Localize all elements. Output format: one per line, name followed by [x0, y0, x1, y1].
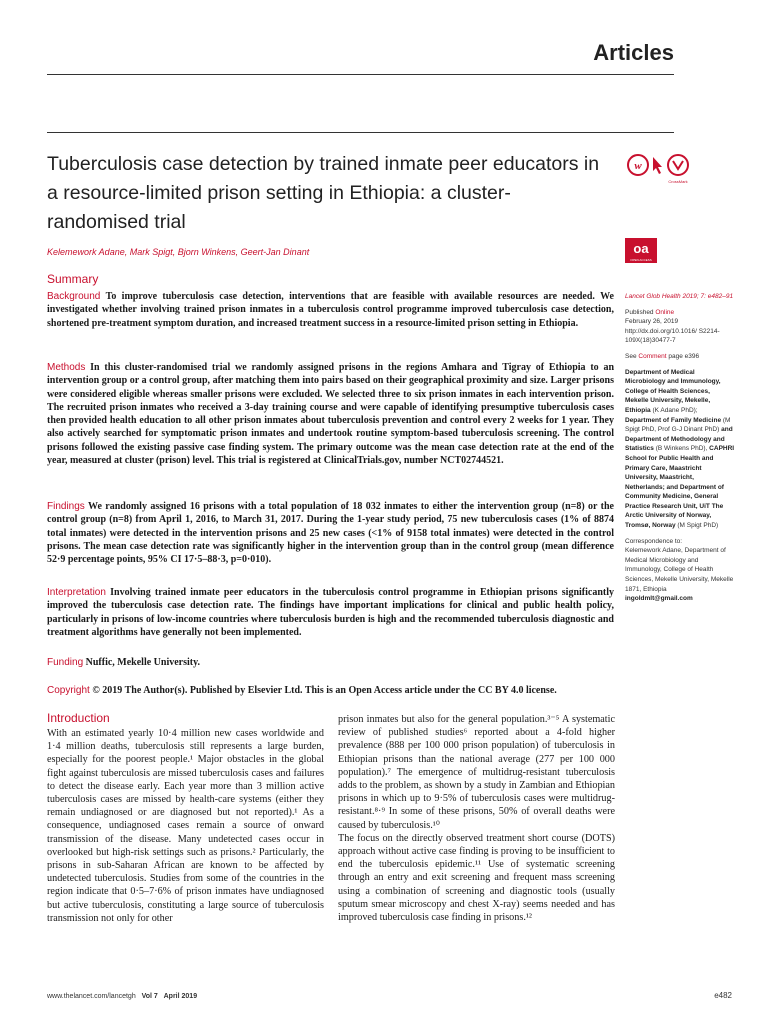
header-icons: [626, 152, 706, 188]
open-access-icon[interactable]: [628, 155, 648, 175]
publish-date: February 26, 2019: [625, 318, 679, 326]
affiliation-4: CAPHRI School for Public Health and Primary Care, Maastricht University, Maastricht, Netherlands; and Department of Community Medicine, General Practice Research Unit, UiT The Arctic University of Norway, Tromsø, Norway: [625, 445, 735, 530]
footer-date: April 2019: [163, 993, 198, 1000]
intro-column-2: prison inmates but also for the general population.³⁻⁵ A systematic review of published studies⁶ reported about a 4-fold higher prevalence (888 per 100 000 prison population) of tuberculosis in Ethiopian prisons than the national average (277 per 100 000 population).⁷ The emergence of multidrug-resistant tuberculosis adds to the problem, as shown by a study in Zambian and Ethiopian prisons in which up to 9·5% of tuberculosis cases were multidrug-resistant.⁸·⁹ In some of these prisons, 50% of overall deaths were caused by tuberculosis.¹⁰ The focus on the directly observed treatment short course (DOTS) approach without active case finding is proving to be insufficient to end the tuberculosis epidemic.¹¹ Use of systematic screening through an entry and exit screening and frequent mass screening using a combination of screening and diagnostic tools (usually sputum smear microscopy and chest X-ray) seems needed and has improved tuberculosis case finding in prisons.¹²: [338, 714, 615, 924]
title-rule: [47, 132, 674, 133]
findings-text: We randomly assigned 16 prisons with a total population of 18 032 inmates to either the intervention group (n=8) or the control group (n=8) from April 1, 2016, to March 31, 2017. During the 1-year study period, 75 new tuberculosis cases (1% of 8874 total inmates) were detected in the intervention prisons and 25 new cases (<1% of 9158 total inmates) were detected in the control prisons. The mean case detection rate was significantly higher in the intervention group than in the control group (mean difference 52·9 percentage points, 95% CI 17·5–88·3, p=0·010).: [47, 501, 614, 565]
funding-text: Nuffic, Mekelle University.: [85, 657, 201, 668]
affiliation-3-pre: and: [719, 426, 733, 434]
correspondence-address: Kelemework Adane, Department of Medical Microbiology and Immunology, College of Health Sciences, Mekelle University, Mekelle 1871, Ethiopia: [625, 547, 734, 593]
affiliation-4-people: (M Spigt PhD): [675, 522, 719, 530]
section-header: Articles: [593, 40, 674, 65]
author-list[interactable]: Kelemework Adane, Mark Spigt, Bjorn Winkens, Geert-Jan Dinant: [47, 247, 310, 257]
intro-column-1: With an estimated yearly 10·4 million new cases worldwide and 1·4 million deaths, tuberculosis still represents a large burden, especially for the poorest people.¹ Major obstacles in the global fight against tuberculosis are missed tuberculosis cases and failures to detect the disease early. Each year more than 3 million active tuberculosis cases are missed by health-care systems (either they remain undiagnosed or are diagnosed but not reported).¹ As a consequence, undiagnosed cases remain a source of onward transmission of the disease. Many undetected cases occur in overlooked but high-risk settings such as prisons.² Particularly, the prisons in sub-Saharan African are known to be affected by undetected tuberculosis. Studies from some of the countries in the region indicate that 0·5–7·6% of prison inmates have undiagnosed but active tuberculosis, constituting a large source of tuberculosis transmission not only for other: [47, 728, 324, 924]
abstract-funding: [47, 656, 614, 669]
online-link[interactable]: Online: [655, 308, 675, 316]
cursor-icon: [653, 157, 662, 174]
affiliation-2: Department of Family Medicine: [625, 416, 722, 424]
affiliations: [625, 368, 735, 531]
findings-label: Findings: [47, 501, 85, 512]
open-access-badge: [625, 238, 657, 263]
affiliation-1: Department of Medical Microbiology and Immunology, College of Health Sciences, Mekelle University, Mekelle, Ethiopia: [625, 368, 721, 414]
oa-small-label: OPEN ACCESS: [630, 258, 652, 262]
oa-label: oa: [633, 241, 649, 256]
footer-url[interactable]: www.thelancet.com/lancetgh: [47, 993, 136, 1000]
correspondence-label: Correspondence to:: [625, 537, 683, 545]
affiliation-1-people: (K Adane PhD);: [650, 406, 698, 414]
abstract-copyright: [47, 684, 614, 697]
see-suffix: page e396: [668, 352, 700, 360]
background-text: To improve tuberculosis case detection, interventions that are feasible with available resources are needed. We investigated whether involving trained prison inmates in a tuberculosis control programme improved tuberculosis case detection, shortened pre-treatment symptom duration, and increased treatment success in a resource-limited prison setting in Ethiopia.: [47, 291, 614, 329]
introduction-heading: Introduction: [47, 711, 110, 725]
affiliation-3: Department of Methodology and Statistics: [625, 435, 725, 453]
affiliation-3-people: (B Winkens PhD),: [653, 445, 708, 453]
summary-heading: Summary: [47, 272, 99, 286]
abstract-interpretation: [47, 586, 614, 639]
journal-citation: Lancet Glob Health 2019; 7: e482–91: [625, 293, 734, 300]
interpretation-label: Interpretation: [47, 587, 106, 598]
published-line: [625, 308, 735, 318]
see-comment-line: [625, 352, 735, 362]
page-number: e482: [714, 991, 732, 1000]
correspondence-email[interactable]: ingoldmlt@gmail.com: [625, 595, 693, 603]
header-rule: [47, 74, 674, 75]
see-prefix: See: [625, 352, 637, 360]
crossmark-icon[interactable]: [668, 155, 688, 184]
copyright-text: © 2019 The Author(s). Published by Elsevier Ltd. This is an Open Access article under the CC BY 4.0 license.: [92, 685, 557, 696]
comment-link[interactable]: Comment: [638, 352, 667, 360]
abstract-background: [47, 290, 614, 330]
affiliation-2-people: (M Spigt PhD, Prof G-J Dinant PhD): [625, 416, 731, 434]
methods-text: In this cluster-randomised trial we randomly assigned prisons in the regions Amhara and Tigray of Ethiopia to an intervention group or a control group, after matching them into pairs based on their geographical proximity and size. Larger prisons were considered eligible whereas smaller prisons were excluded. We selected three to six prison inmates in each intervention prison. The recruited prison inmates who received a 3-day training course and were capable of identifying presumptive tuberculosis cases then provided health education to all other prison inmates about tuberculosis prevention and control every 2 weeks for 1 year. They also actively searched for symptomatic prison inmates and undertook routine symptom-based tuberculosis screening. The control prisons followed the existing passive case finding system. The primary outcome was the mean case detection rate at the end of the year, measured at cluster (prison) level. This trial is registered at ClinicalTrials.gov, number NCT02744521.: [47, 362, 615, 466]
footer-volume: Vol 7: [141, 993, 158, 1000]
interpretation-text: Involving trained inmate peer educators in the tuberculosis control programme in Ethiopian prisons significantly improved the tuberculosis case detection rate. The findings have important implications for clinical and public health policy, particularly in prisons of low-income countries where tuberculosis burden is high and the recommended tuberculosis diagnostic and treatment algorithms have generally not been implemented.: [47, 587, 614, 638]
published-prefix: Published: [625, 308, 654, 316]
footer-journal-info: [47, 993, 197, 1000]
article-sidebar: [625, 292, 735, 604]
funding-label: Funding: [47, 657, 84, 668]
article-title: Tuberculosis case detection by trained inmate peer educators in a resource-limited prison setting in Ethiopia: a cluster-randomised trial: [47, 153, 600, 233]
crossmark-label: CrossMark: [668, 179, 688, 184]
abstract-methods: [47, 361, 614, 467]
abstract-findings: [47, 500, 614, 566]
background-label: Background: [47, 291, 101, 302]
methods-label: Methods: [47, 362, 86, 373]
doi-link[interactable]: http://dx.doi.org/10.1016/ S2214-109X(18)30477-7: [625, 327, 720, 345]
copyright-label: Copyright: [47, 685, 90, 696]
svg-text:w: w: [634, 160, 642, 172]
